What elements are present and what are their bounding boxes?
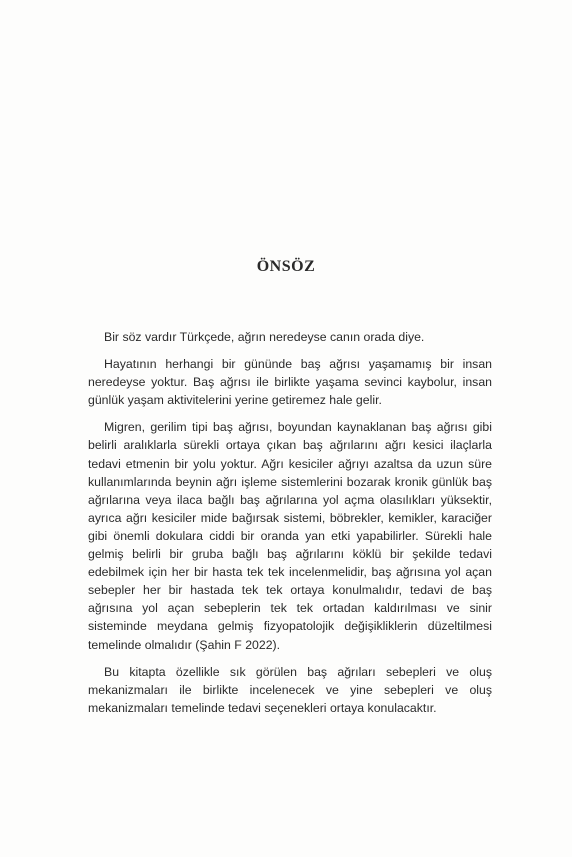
page-title: ÖNSÖZ — [256, 258, 316, 275]
paragraph-4: Bu kitapta özellikle sık görülen baş ağrıları sebepleri ve oluş mekanizmaları ile birlikte incelenecek ve yine sebepleri ve oluş mekanizmaları temelinde tedavi seçenekleri ortaya konulacaktır. — [88, 664, 492, 715]
paragraph-2: Hayatının herhangi bir gününde baş ağrısı yaşamamış bir insan neredeyse yoktur. Baş ağrısı ile birlikte yaşama sevinci kaybolur, insan günlük yaşam aktivitelerini yerine getiremez hale gelir. — [88, 357, 492, 408]
preface-body — [88, 328, 492, 726]
paragraph-3: Migren, gerilim tipi baş ağrısı, boyundan kaynaklanan baş ağrısı gibi belirli aralıklarla sürekli ortaya çıkan baş ağrılarını ağrı kesici ilaçlarla tedavi etmenin bir yolu yoktur. Ağrı kesiciler ağrıyı azaltsa da uzun süre kullanımlarında beynin ağrı işleme sistemlerini bozarak kronik günlük baş ağrılarına veya ilaca bağlı baş ağrılarına yol açma olasılıkları yüksektir, ayrıca ağrı kesiciler mide bağırsak sistemi, böbrekler, kemikler, karaciğer gibi önemli dokulara ciddi bir oranda yan etki yapabilirler. Sürekli hale gelmiş belirli bir gruba bağlı baş ağrılarını köklü bir şekilde tedavi edebilmek için her bir hasta tek tek incelenmelidir, baş ağrısına yol açan sebepler her bir hastada tek tek ortaya konulmalıdır, tedavi de baş ağrısına yol açan sebeplerin tek tek ortadan kaldırılması ve sinir sisteminde meydana gelmiş fizyopatolojik değişikliklerin düzeltilmesi temelinde olmalıdır (Şahin F 2022). — [88, 420, 492, 652]
paragraph-1: Bir söz vardır Türkçede, ağrın neredeyse canın orada diye. — [104, 330, 425, 344]
